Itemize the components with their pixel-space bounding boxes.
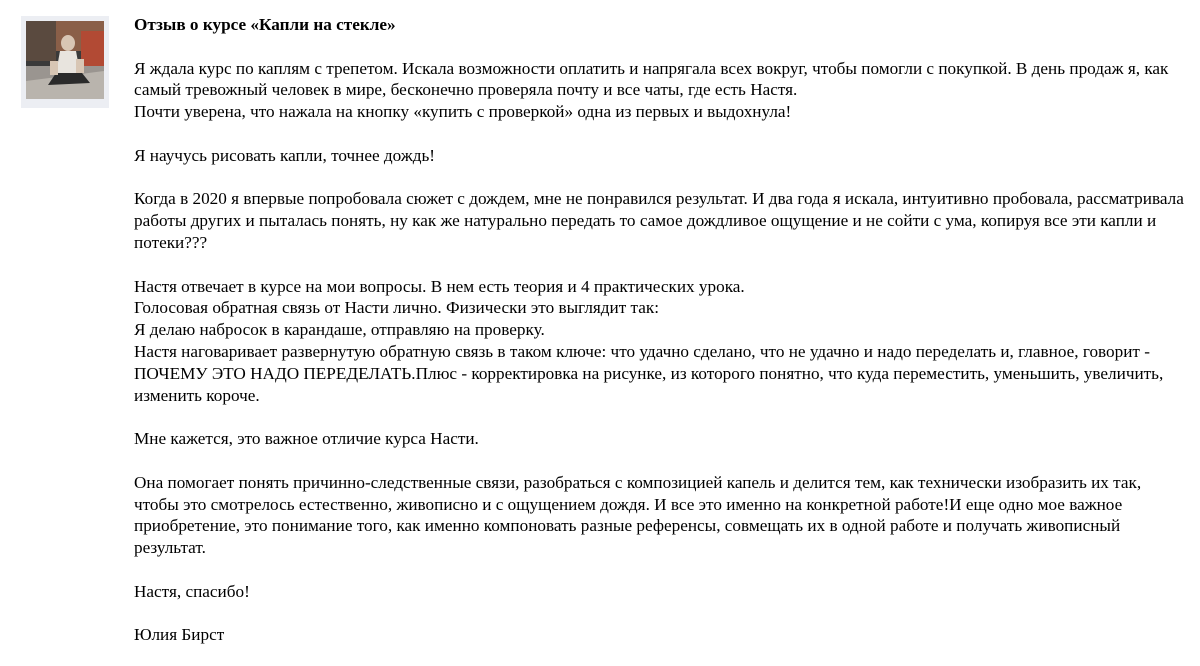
review-paragraph-benefits: Она помогает понять причинно-следственные связи, разобраться с композицией капель и делится тем, как технически изобразить их так, чтобы это смотрелось естественно, живописно и с ощущением дождя. И все это именно на конкретной работе!И еще одно мое важное приобретение, это понимание того, как именно компоновать разные референсы, совмещать их в одной работе и получать живописный результат. <box>134 472 1142 558</box>
review-paragraph-course-1: Настя отвечает в курсе на мои вопросы. В нем есть теория и 4 практических урока. <box>134 276 745 296</box>
review-paragraph-goal: Я научусь рисовать капли, точнее дождь! <box>134 145 436 165</box>
paragraph-spacer <box>134 167 1184 189</box>
paragraph-spacer <box>134 406 1184 428</box>
review-author-signature: Юлия Бирст <box>134 625 225 645</box>
paragraph-spacer <box>134 123 1184 145</box>
paragraph-spacer <box>134 450 1184 472</box>
review-paragraph-course-4: Настя наговаривает развернутую обратную связь в таком ключе: что удачно сделано, что не удачно и надо переделать и, главное, говорит - ПОЧЕМУ ЭТО НАДО ПЕРЕДЕЛАТЬ.Плюс - корректировка на рисунке, из которого понятно, что куда переместить, уменьшить, увеличить, изменить короче. <box>134 341 1164 405</box>
review-paragraph-thanks: Настя, спасибо! <box>134 581 250 601</box>
review-content <box>134 14 1184 646</box>
review-paragraph-intro-cont: Почти уверена, что нажала на кнопку «купить с проверкой» одна из первых и выдохнула! <box>134 102 792 122</box>
paragraph-spacer <box>134 254 1184 276</box>
review-paragraph-course-3: Я делаю набросок в карандаше, отправляю на проверку. <box>134 320 545 340</box>
review-paragraph-course-2: Голосовая обратная связь от Насти лично. Физически это выглядит так: <box>134 298 660 318</box>
paragraph-spacer <box>134 559 1184 581</box>
paragraph-spacer <box>134 36 1184 58</box>
avatar-photo <box>26 21 104 99</box>
avatar-frame <box>21 16 109 108</box>
review-title: Отзыв о курсе «Капли на стекле» <box>134 15 396 34</box>
review-paragraph-intro: Я ждала курс по каплям с трепетом. Искала возможности оплатить и напрягала всех вокруг, чтобы помогли с покупкой. В день продаж я, как самый тревожный человек в мире, бесконечно проверяла почту и все чаты, где есть Настя. <box>134 58 1169 100</box>
review-paragraph-difference: Мне кажется, это важное отличие курса Насти. <box>134 429 479 449</box>
paragraph-spacer <box>134 603 1184 625</box>
review-paragraph-history: Когда в 2020 я впервые попробовала сюжет с дождем, мне не понравился результат. И два года я искала, интуитивно пробовала, рассматривала работы других и пыталась понять, ну как же натурально передать то самое дождливое ощущение и не сойти с ума, копируя все эти капли и потеки??? <box>134 189 1184 252</box>
avatar[interactable] <box>26 21 104 99</box>
